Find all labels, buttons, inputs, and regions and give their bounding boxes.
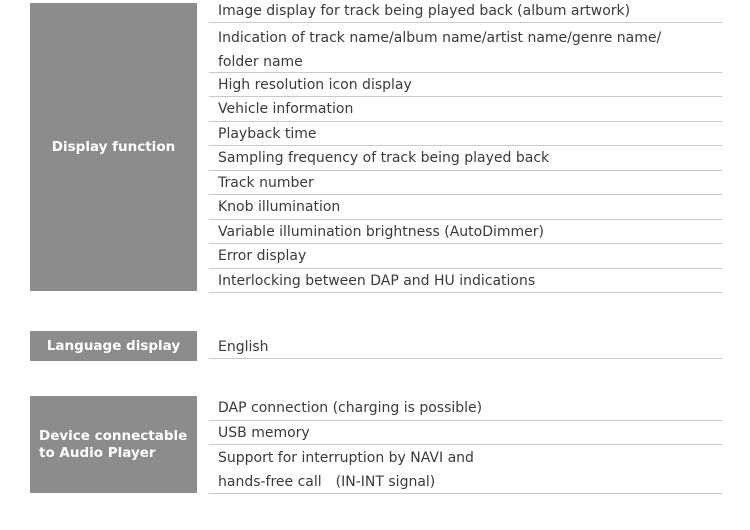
section-header-device-connectable <box>30 396 197 493</box>
spec-row <box>209 146 722 171</box>
section-header-display-function <box>30 3 197 291</box>
spec-row <box>209 73 722 97</box>
spec-text: folder name <box>218 54 303 70</box>
spec-row <box>209 335 722 359</box>
spec-text: DAP connection (charging is possible) <box>218 400 483 416</box>
spec-row <box>209 220 722 244</box>
spec-row <box>209 0 722 23</box>
spec-row <box>209 445 722 494</box>
spec-row <box>209 244 722 269</box>
spec-text: High resolution icon display <box>218 76 412 93</box>
spec-text: Track number <box>218 174 314 191</box>
section-header-label: Device connectable to Audio Player <box>39 427 188 461</box>
section-header-label: Display function <box>51 138 176 155</box>
spec-text: Image display for track being played back (album artwork) <box>218 3 631 19</box>
spec-text: Support for interruption by NAVI and <box>218 450 474 466</box>
spec-text: hands-free call (IN-INT signal) <box>218 474 436 490</box>
spec-text: Vehicle information <box>218 101 354 117</box>
spec-text: USB memory <box>218 424 310 441</box>
section-rows-device-connectable <box>209 396 722 494</box>
spec-row <box>209 23 722 73</box>
spec-row <box>209 269 722 293</box>
section-rows-display-function <box>209 0 722 293</box>
spec-text: Playback time <box>218 125 317 142</box>
spec-text: Variable illumination brightness (AutoDimmer) <box>218 223 544 240</box>
spec-text: Knob illumination <box>218 199 341 215</box>
spec-text: Interlocking between DAP and HU indications <box>218 272 536 289</box>
section-rows-language-display <box>209 335 722 359</box>
spec-row <box>209 171 722 195</box>
spec-row <box>209 195 722 220</box>
section-header-label: Language display <box>46 337 181 354</box>
spec-row <box>209 396 722 421</box>
section-header-language-display <box>30 331 197 361</box>
spec-text: Error display <box>218 248 307 264</box>
spec-text: Indication of track name/album name/artist name/genre name/ <box>218 30 662 46</box>
spec-text: Sampling frequency of track being played back <box>218 150 550 166</box>
spec-row <box>209 122 722 146</box>
spec-text: English <box>218 338 269 355</box>
spec-row <box>209 97 722 122</box>
spec-row <box>209 421 722 445</box>
